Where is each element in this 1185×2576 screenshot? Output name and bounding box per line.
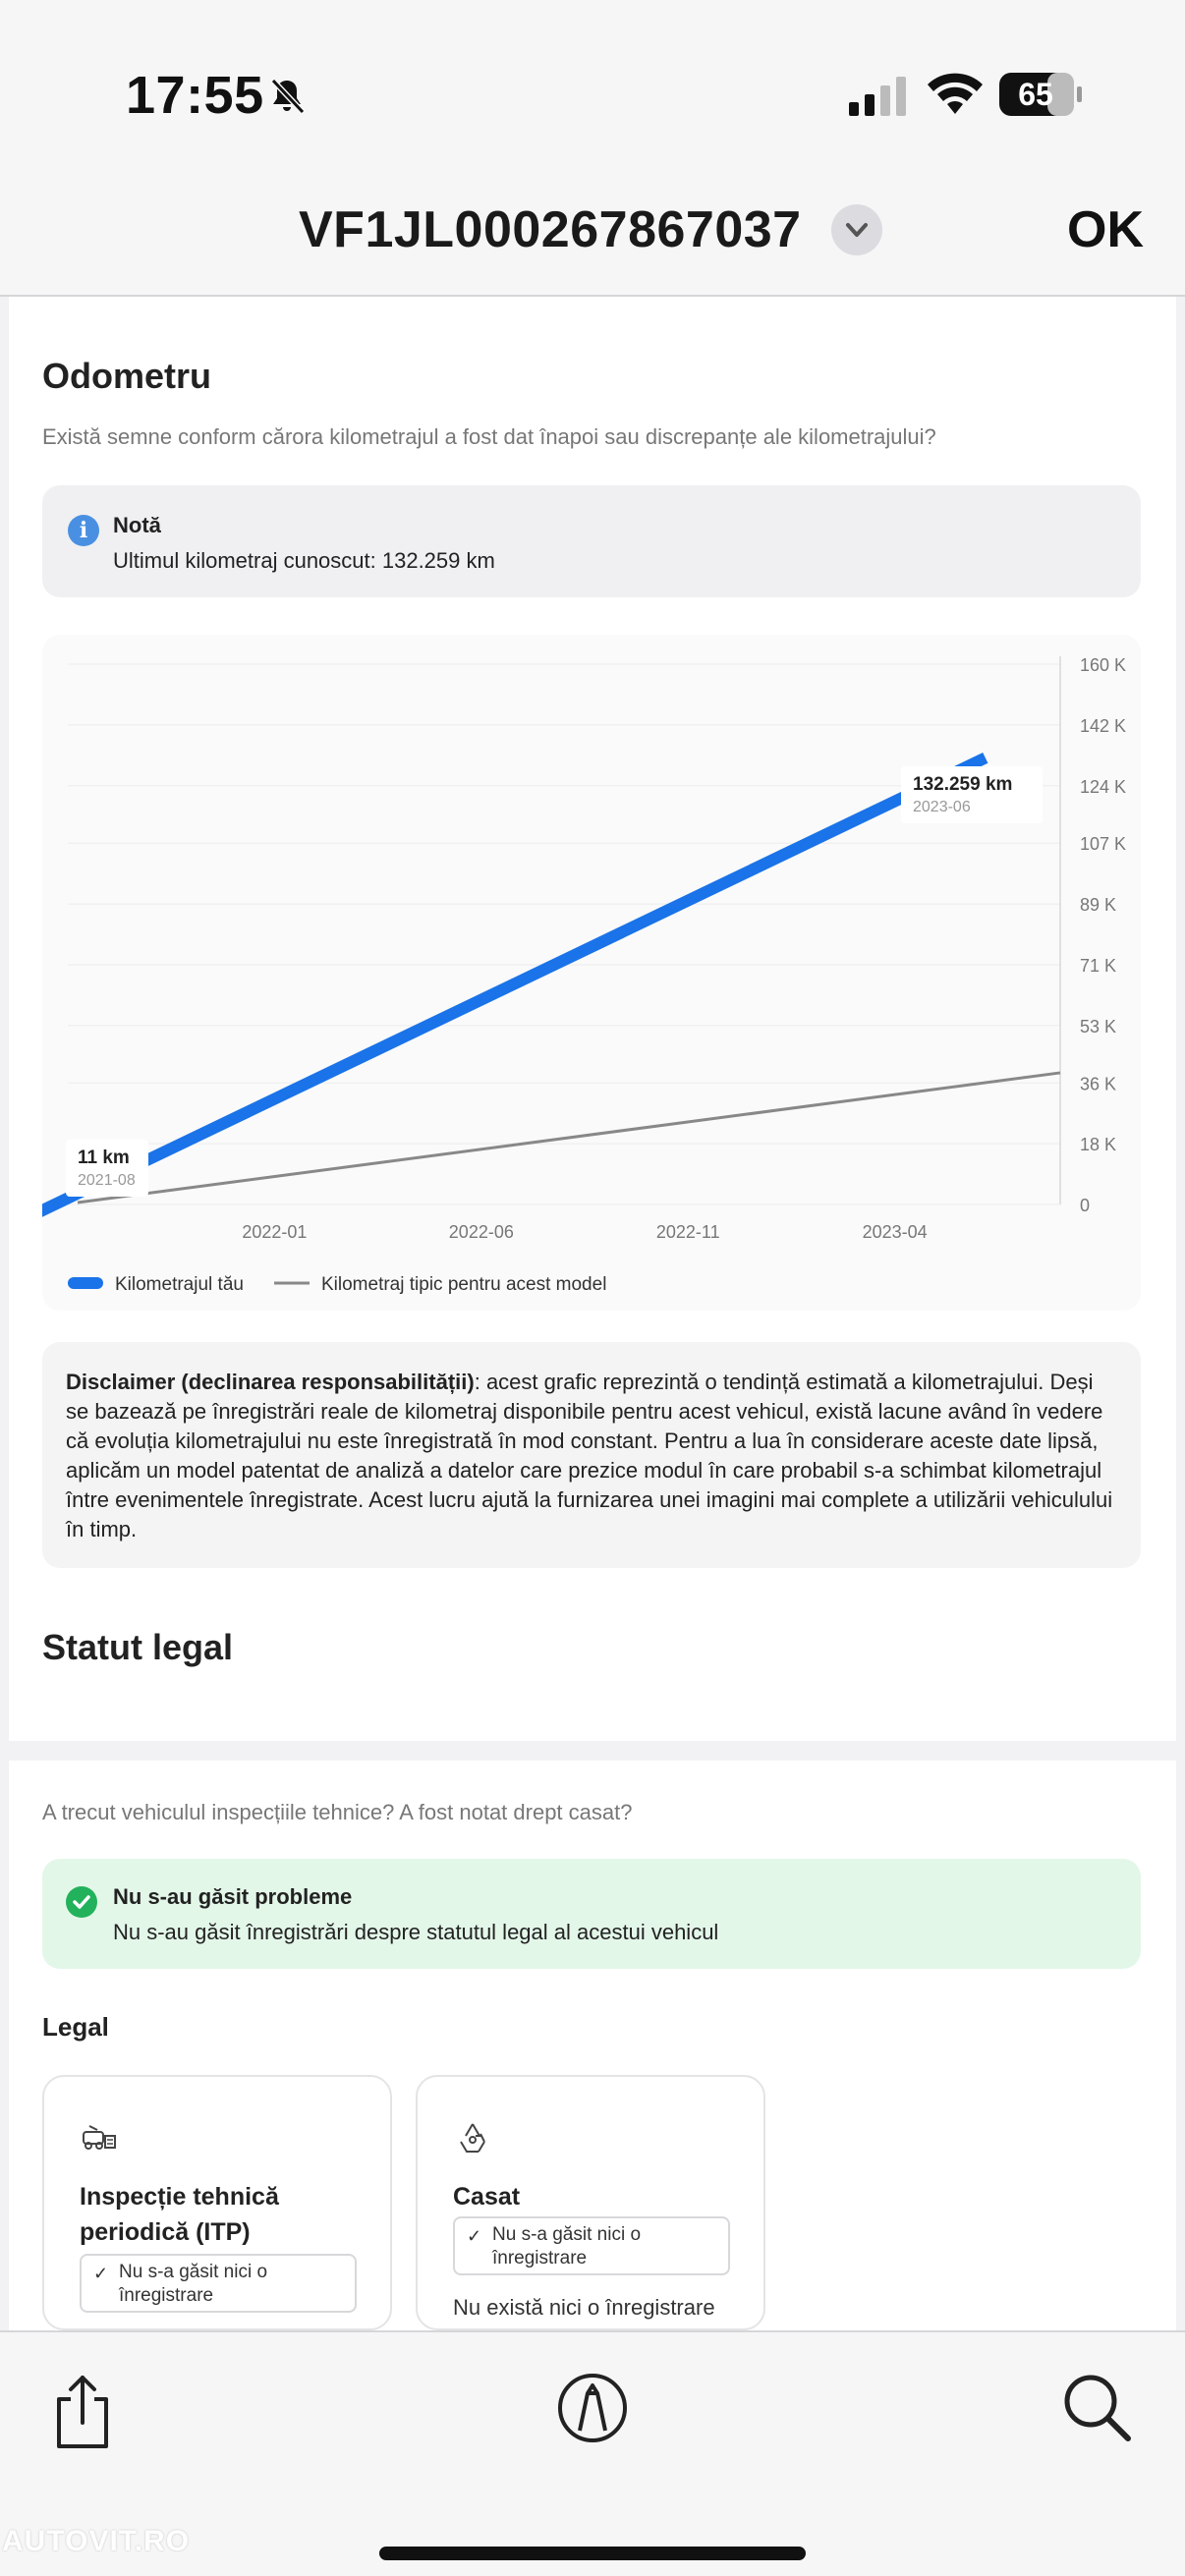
y-tick-label: 36 K <box>1080 1074 1117 1094</box>
legal-section <box>9 1761 1176 2330</box>
end-annotation-value: 132.259 km <box>913 774 1013 795</box>
search-icon[interactable] <box>1061 2372 1132 2442</box>
legend-swatch-user <box>68 1277 103 1289</box>
end-annotation-date: 2023-06 <box>913 799 971 815</box>
nav-bar <box>0 187 1185 297</box>
check-icon: ✓ <box>93 2264 109 2283</box>
y-tick-label: 142 K <box>1080 715 1127 736</box>
legal-question: A trecut vehiculul inspecțiile tehnice? A fost notat drept casat? <box>42 1800 633 1824</box>
done-button[interactable]: OK <box>1067 201 1144 258</box>
note-box <box>42 485 1141 597</box>
itp-tile[interactable] <box>42 2075 392 2330</box>
recycle-icon <box>453 2118 492 2157</box>
x-tick-label: 2022-01 <box>242 1222 308 1242</box>
y-tick-label: 71 K <box>1080 955 1117 976</box>
page-title: VF1JL000267867037 <box>299 201 802 258</box>
battery-level: 65 <box>1018 77 1053 112</box>
odometer-title: Odometru <box>42 356 212 396</box>
note-text: Ultimul kilometraj cunoscut: 132.259 km <box>113 548 495 573</box>
y-tick-label: 53 K <box>1080 1016 1117 1036</box>
scrapped-title: Casat <box>453 2183 521 2211</box>
start-annotation-date: 2021-08 <box>78 1172 136 1189</box>
y-tick-label: 107 K <box>1080 834 1127 855</box>
itp-status-badge <box>80 2254 357 2313</box>
disclaimer-heading: Disclaimer (declinarea responsabilității) <box>66 1370 475 1394</box>
x-tick-label: 2022-11 <box>655 1222 720 1242</box>
title-menu-button[interactable] <box>831 204 882 255</box>
bottom-toolbar <box>0 2330 1185 2576</box>
no-problems-title: Nu s-au găsit probleme <box>113 1884 353 1909</box>
y-tick-label: 124 K <box>1080 776 1127 797</box>
wifi-icon <box>928 73 983 116</box>
home-indicator[interactable] <box>379 2547 806 2560</box>
no-problems-text: Nu s-au găsit înregistrări despre statutul legal al acestui vehicul <box>113 1920 719 1944</box>
start-annotation-value: 11 km <box>78 1148 130 1168</box>
chevron-down-icon <box>831 204 882 255</box>
watermark: AUTOVIT.RO <box>2 2525 191 2557</box>
scrapped-tile[interactable] <box>416 2075 765 2330</box>
status-time: 17:55 <box>126 66 264 125</box>
share-icon[interactable] <box>51 2374 114 2450</box>
scrapped-status-text: Nu s-a găsit nici o înregistrare <box>492 2224 642 2268</box>
odometer-question: Există semne conform cărora kilometrajul a fost dat înapoi sau discrepanțe ale kilometrajului? <box>42 424 936 449</box>
check-circle-icon <box>66 1886 97 1918</box>
bell-slash-icon <box>265 75 309 118</box>
check-icon: ✓ <box>467 2226 482 2246</box>
odometer-section <box>9 297 1176 1741</box>
no-problems-box <box>42 1859 1141 1969</box>
battery-icon <box>998 71 1083 118</box>
scrapped-detail: Nu există nici o înregistrare <box>453 2295 715 2320</box>
scrapped-status-badge <box>453 2216 730 2275</box>
legal-status-title: Statut legal <box>42 1627 234 1667</box>
signal-icon <box>849 77 908 116</box>
series-line-typical <box>78 1073 1060 1203</box>
y-tick-label: 18 K <box>1080 1135 1117 1155</box>
itp-status-text: Nu s-a găsit nici o înregistrare <box>119 2262 268 2306</box>
legal-subtitle: Legal <box>42 2012 109 2042</box>
disclaimer-text: : acest grafic reprezintă o tendință estimată a kilometrajului. Deși se bazează pe înregistrări reale de kilometraj disponibile pentru acest vehicul, există lacune având în vedere că evoluția kilometrajului nu este înregistrată în mod constant. Pentru a lua în considerare aceste date lipsă, aplicăm un model patentat de analiză a datelor care prezice modul în care probabil s-a schimbat kilometrajul între evenimentele înregistrate. Acest lucru ajută la furnizarea unei imagini mai complete a utilizării vehiculului în timp. <box>66 1370 1113 1541</box>
info-icon: i <box>68 515 99 546</box>
status-bar <box>0 0 1185 187</box>
y-tick-label: 160 K <box>1080 655 1127 675</box>
x-tick-label: 2022-06 <box>448 1222 514 1242</box>
itp-title: Inspecție tehnică periodică (ITP) <box>80 2183 279 2246</box>
legend-label-user: Kilometrajul tău <box>115 1274 244 1295</box>
note-title: Notă <box>113 513 161 537</box>
y-tick-label: 89 K <box>1080 895 1117 916</box>
mileage-chart-svg <box>42 635 1141 1311</box>
y-tick-label: 0 <box>1080 1196 1091 1215</box>
legend-label-typical: Kilometraj tipic pentru acest model <box>321 1274 607 1295</box>
disclaimer <box>42 1342 1141 1568</box>
markup-icon[interactable] <box>556 2372 629 2444</box>
inspection-icon <box>80 2118 119 2157</box>
mileage-chart[interactable] <box>42 635 1141 1311</box>
x-tick-label: 2023-04 <box>862 1222 928 1242</box>
